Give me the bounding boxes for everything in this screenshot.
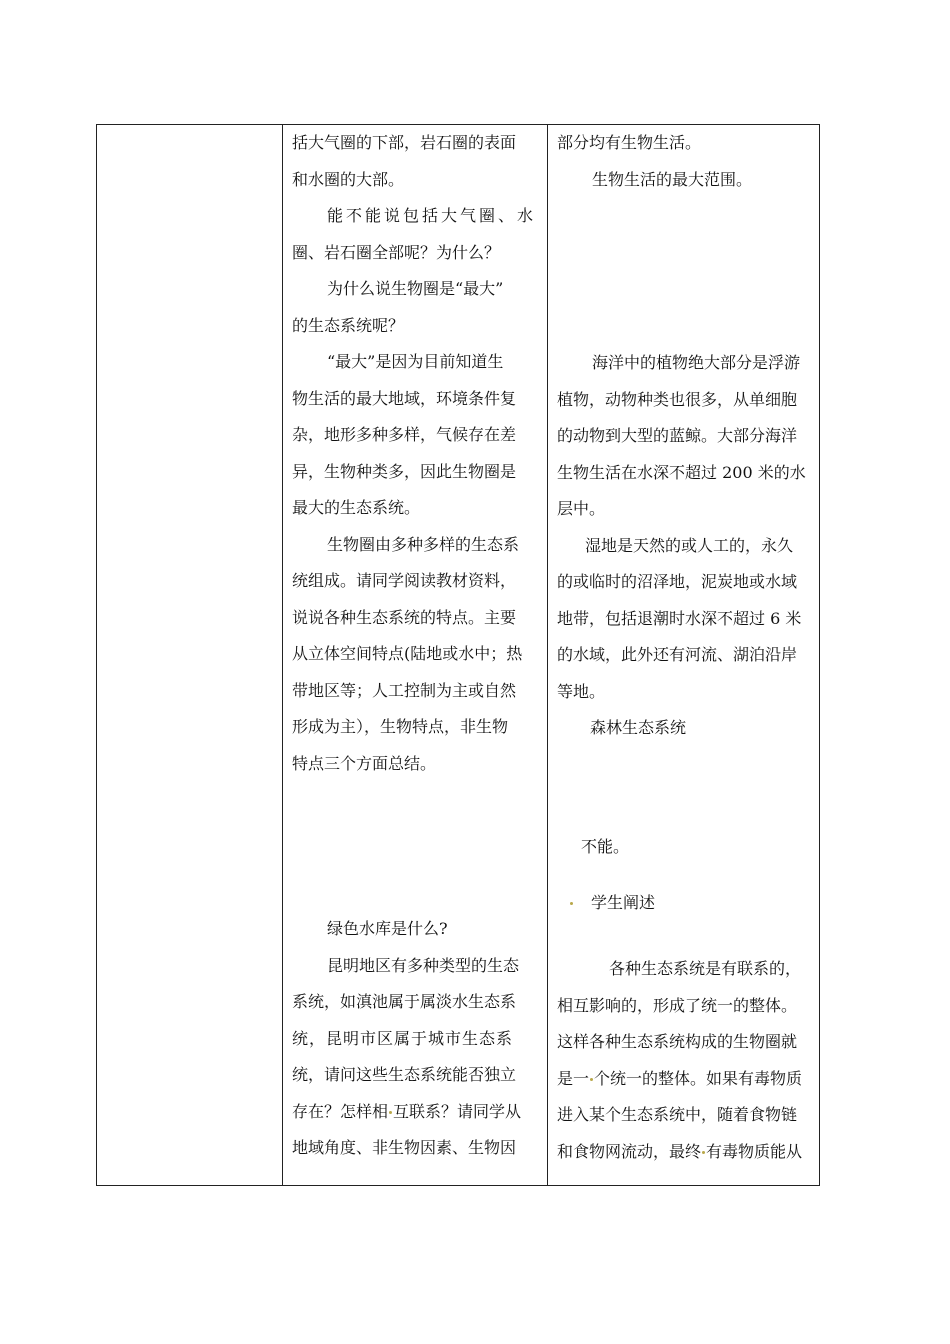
text-line: 统，昆明市区属于城市生态系 [292,1028,514,1048]
text-line: 圈、岩石圈全部呢？为什么？ [292,242,501,262]
dot-mark [702,1151,705,1154]
text-line: 昆明地区有多种类型的生态 [327,955,520,975]
text-line: 统，请问这些生态系统能否独立 [292,1065,517,1084]
text-line: 森林生态系统 [590,718,687,737]
text-line: 地域角度、非生物因素、生物因 [292,1138,517,1157]
dot-mark [570,902,573,905]
text-line: 海洋中的植物绝大部分是浮游 [592,353,801,372]
text-line: 是一 个统一的整体。如果有毒物质 [557,1068,803,1088]
text-line: 的或临时的沼泽地，泥炭地或水域 [557,572,798,591]
column-divider-1 [282,125,283,1185]
text-line: 这样各种生态系统构成的生物圈就 [557,1032,798,1051]
text-line: 相互影响的，形成了统一的整体。 [557,995,798,1015]
text-line: 特点三个方面总结。 [292,753,437,773]
text-line: 异，生物种类多，因此生物圈是 [292,461,517,481]
text-line: 说说各种生态系统的特点。主要 [292,607,517,627]
text-line: 从立体空间特点(陆地或水中；热 [292,644,523,663]
text-line: 生物圈由多种多样的生态系 [327,534,520,554]
text-line: 为什么说生物圈是“最大” [327,279,504,298]
dot-mark [389,1111,392,1114]
text-line: 能不能说包括大气圈、水 [327,206,537,225]
column-divider-2 [547,125,548,1185]
text-line: 的生态系统呢？ [292,315,405,335]
text-line: 生物生活的最大范围。 [592,169,753,189]
text-line: 植物，动物种类也很多，从单细胞 [557,389,798,409]
text-line: 带地区等；人工控制为主或自然 [292,680,517,700]
dot-mark [590,1078,593,1081]
text-line: 最大的生态系统。 [292,498,421,517]
text-line: 括大气圈的下部，岩石圈的表面 [292,133,517,152]
text-line: 的动物到大型的蓝鲸。大部分海洋 [557,426,798,445]
text-line: 部分均有生物生活。 [557,133,702,152]
text-line: “最大”是因为目前知道生 [327,352,504,371]
text-line: 物生活的最大地域，环境条件复 [292,388,517,408]
text-line: 学生阐述 [557,885,817,922]
lesson-table [96,124,820,1186]
text-line: 存在？怎样相 互联系？请同学从 [292,1101,522,1121]
text-line: 层中。 [557,499,606,518]
text-line: 各种生态系统是有联系的， [609,959,802,978]
text-line: 统组成。请同学阅读教材资料， [292,571,517,590]
text-line: 等地。 [557,681,606,701]
text-line: 的水域，此外还有河流、湖泊沿岸 [557,645,798,664]
text-line: 湿地是天然的或人工的，永久 [585,535,794,555]
text-line: 绿色水库是什么? [327,919,448,938]
text-line: 进入某个生态系统中，随着食物链 [557,1105,798,1124]
text-line: 地带，包括退潮时水深不超过 6 米 [557,608,802,628]
text-line: 生物生活在水深不超过 200 米的水 [557,462,806,482]
text-line: 形成为主），生物特点，非生物 [292,717,509,736]
text-line: 系统，如滇池属于属淡水生态系 [292,992,517,1011]
text-line: 不能。 [581,837,630,856]
text-line: 和水圈的大部。 [292,169,405,189]
text-line: 和食物网流动，最终 有毒物质能从 [557,1141,803,1161]
text-line: 杂，地形多种多样，气候存在差 [292,425,517,444]
